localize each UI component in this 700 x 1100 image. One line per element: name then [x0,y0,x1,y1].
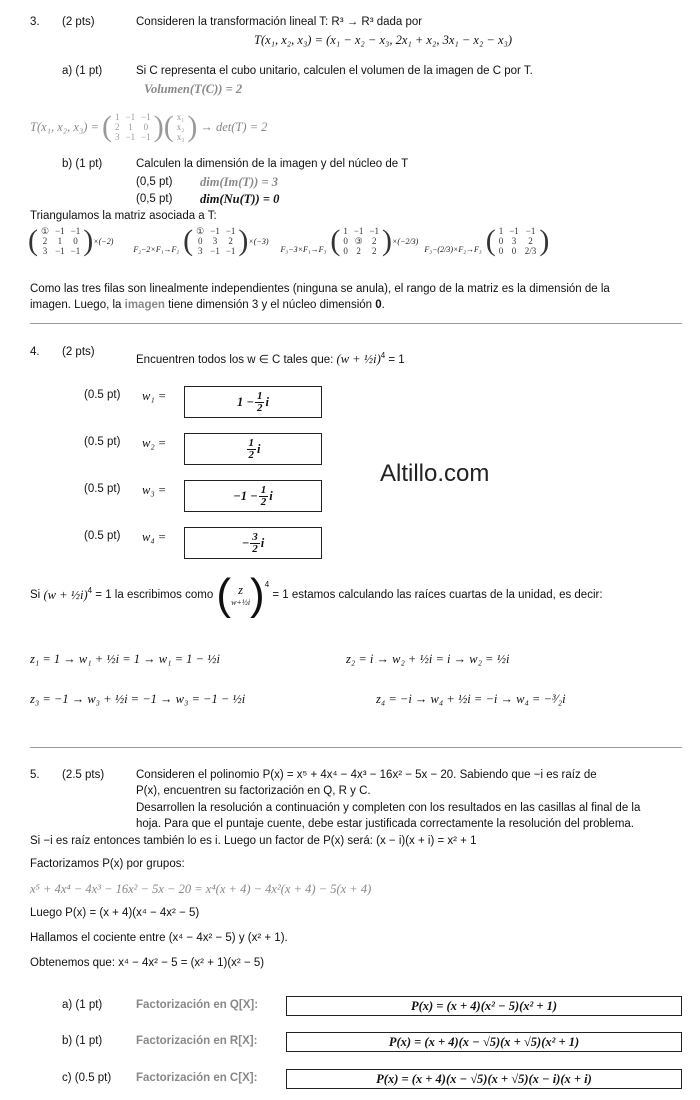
root-3: z₃ = −1 → w₃ + ½i = −1 → w₃ = −1 − ½i [30,692,246,706]
q4-answer-box: −1 − $\frac{1}{2}$ i [184,480,322,512]
triang-matrix-1: ( ① −1 −1 2 1 0 3 −1 −1 ) [28,224,94,257]
q3a-answer: Volumen(T(C)) = 2 [144,82,243,96]
q5-line-2: Factorizamos P(x) por grupos: [30,858,185,870]
q5-answer-field: Factorización en R[X]: [136,1035,258,1047]
q4-answer-label: w₂ = [142,436,167,450]
triang-op-3: ×(−2/3) [392,236,419,246]
q4-answer-label: w₄ = [142,530,167,544]
q3b-label: b) (1 pt) [62,158,103,170]
q4-answer-points: (0.5 pt) [84,436,121,448]
q3-statement: Consideren la transformación lineal T: R³ → R³ dada por [136,16,423,28]
q4-number: 4. [30,346,40,358]
q3b2-points: (0,5 pt) [136,193,173,205]
q4-explanation: Si (w + ½i) $^4$ = 1 la escribimos como ( z w+½i ) $^4$ = 1 estamos calculando las raíces cuartas de la unidad, es decir: [30,570,603,619]
q3-det-text: → det(T) = 2 [200,119,268,134]
triang-op-1: ×(−2) [93,236,114,246]
q4-answer-points: (0.5 pt) [84,530,121,542]
q3a-label: a) (1 pt) [62,65,103,77]
q5-statement-4: hoja. Para que el puntaje cuente, debe estar justificada correctamente la resolución del problema. [136,818,634,830]
q5-line-5: Hallamos el cociente entre (x⁴ − 4x² − 5) y (x² + 1). [30,932,288,944]
q3-conclusion-2: imagen. Luego, la imagen tiene dimensión 3 y el núcleo dimensión 0. [30,299,385,311]
q3-triangulation [28,226,684,256]
q5-answer-box: P(x) = (x + 4)(x − √5)(x + √5)(x² + 1) [286,1032,682,1052]
q3-conclusion-1: Como las tres filas son linealmente independientes (ninguna se anula), el rango de la matriz es la dimensión de la [30,283,610,295]
root-2: z₂ = i → w₂ + ½i = i → w₂ = ½i [346,652,510,666]
q4-answer-box: $\frac{1}{2}$ i [184,433,322,465]
q5-points: (2.5 pts) [62,769,105,781]
q5-line-6: Obtenemos que: x⁴ − 4x² − 5 = (x² + 1)(x² − 5) [30,957,265,969]
q5-number: 5. [30,769,40,781]
triang-op-2-label: F₃−3×F₁→F₃ [280,244,327,254]
divider [30,323,682,324]
q3a-text: Si C representa el cubo unitario, calculen el volumen de la imagen de C por T. [136,65,533,77]
q5-answer-label: a) (1 pt) [62,999,103,1011]
q5-statement-2: P(x), encuentren su factorización en Q, R y C. [136,785,371,797]
triang-op-3-label: F₃−(2/3)×F₂→F₃ [424,244,482,254]
q3-triang-title: Triangulamos la matriz asociada a T: [30,210,217,222]
q4-answer-box: − $\frac{3}{2}$ i [184,527,322,559]
q4-answer-label: w₁ = [142,389,167,403]
q3b1-points: (0,5 pt) [136,176,173,188]
q3-number: 3. [30,16,40,28]
watermark: Altillo.com [380,460,490,487]
root-1: z₁ = 1 → w₁ + ½i = 1 → w₁ = 1 − ½i [30,652,220,666]
q5-answer-field: Factorización en C[X]: [136,1072,258,1084]
q5-answer-field: Factorización en Q[X]: [136,999,259,1011]
q4-answer-points: (0.5 pt) [84,483,121,495]
q3b1-answer: dim(Im(T)) = 3 [200,175,278,189]
q5-answer-label: c) (0.5 pt) [62,1072,112,1084]
q3-matrix-prefix: T(x₁, x₂, x₃) = [30,119,100,134]
q5-line-4: Luego P(x) = (x + 4)(x⁴ − 4x² − 5) [30,907,200,919]
triang-op-2: ×(−3) [248,236,269,246]
root-4: z₄ = −i → w₄ + ½i = −i → w₄ = −³⁄₂i [376,692,566,706]
q3-matrix-line [30,112,267,142]
q5-statement-3: Desarrollen la resolución a continuación y completen con los resultados en las casillas al final de la [136,802,641,814]
q5-answer-box: P(x) = (x + 4)(x − √5)(x + √5)(x − i)(x + i) [286,1069,682,1089]
q5-statement-1: Consideren el polinomio P(x) = x⁵ + 4x⁴ − 4x³ − 16x² − 5x − 20. Sabiendo que −i es raíz de [136,769,597,781]
q5-line-3: x⁵ + 4x⁴ − 4x³ − 16x² − 5x − 20 = x⁴(x + 4) − 4x²(x + 4) − 5(x + 4) [30,882,372,896]
triang-op-1-label: F₂−2×F₁→F₂ [133,244,180,254]
q3b-text: Calculen la dimensión de la imagen y del núcleo de T [136,158,409,170]
q3-formula: T(x₁, x₂, x₃) = (x₁ − x₂ − x₃, 2x₁ + x₂, 3x₁ − x₂ − x₃) [254,33,513,47]
triang-matrix-3: ( 1 −1 −1 0 ③ 2 0 2 2 ) [330,224,392,257]
q4-answer-box: 1 − $\frac{1}{2}$ i [184,386,322,418]
q5-answer-box: P(x) = (x + 4)(x² − 5)(x² + 1) [286,996,682,1016]
q4-statement: Encuentren todos los w ∈ C tales que: (w + ½i)$^4$ = 1 [136,351,405,366]
q3-points: (2 pts) [62,16,95,28]
triang-matrix-4: ( 1 −1 −1 0 3 2 0 0 2/3 ) [485,224,550,257]
q3-matrix-A: ( 1 −1 −1 2 1 0 3 −1 −1 ) [102,110,164,143]
divider [30,747,682,748]
triang-matrix-2: ( ① −1 −1 0 3 2 3 −1 −1 ) [183,224,249,257]
q4-answer-points: (0.5 pt) [84,389,121,401]
q4-points: (2 pts) [62,346,95,358]
q5-answer-label: b) (1 pt) [62,1035,103,1047]
q3b2-answer: dim(Nu(T)) = 0 [200,192,280,206]
q3-matrix-x: ( x₁ x₂ x₃ ) [163,110,198,143]
q5-line-1: Si −i es raíz entonces también lo es i. Luego un factor de P(x) será: (x − i)(x + i) = x² + 1 [30,835,477,847]
q4-answer-label: w₃ = [142,483,167,497]
